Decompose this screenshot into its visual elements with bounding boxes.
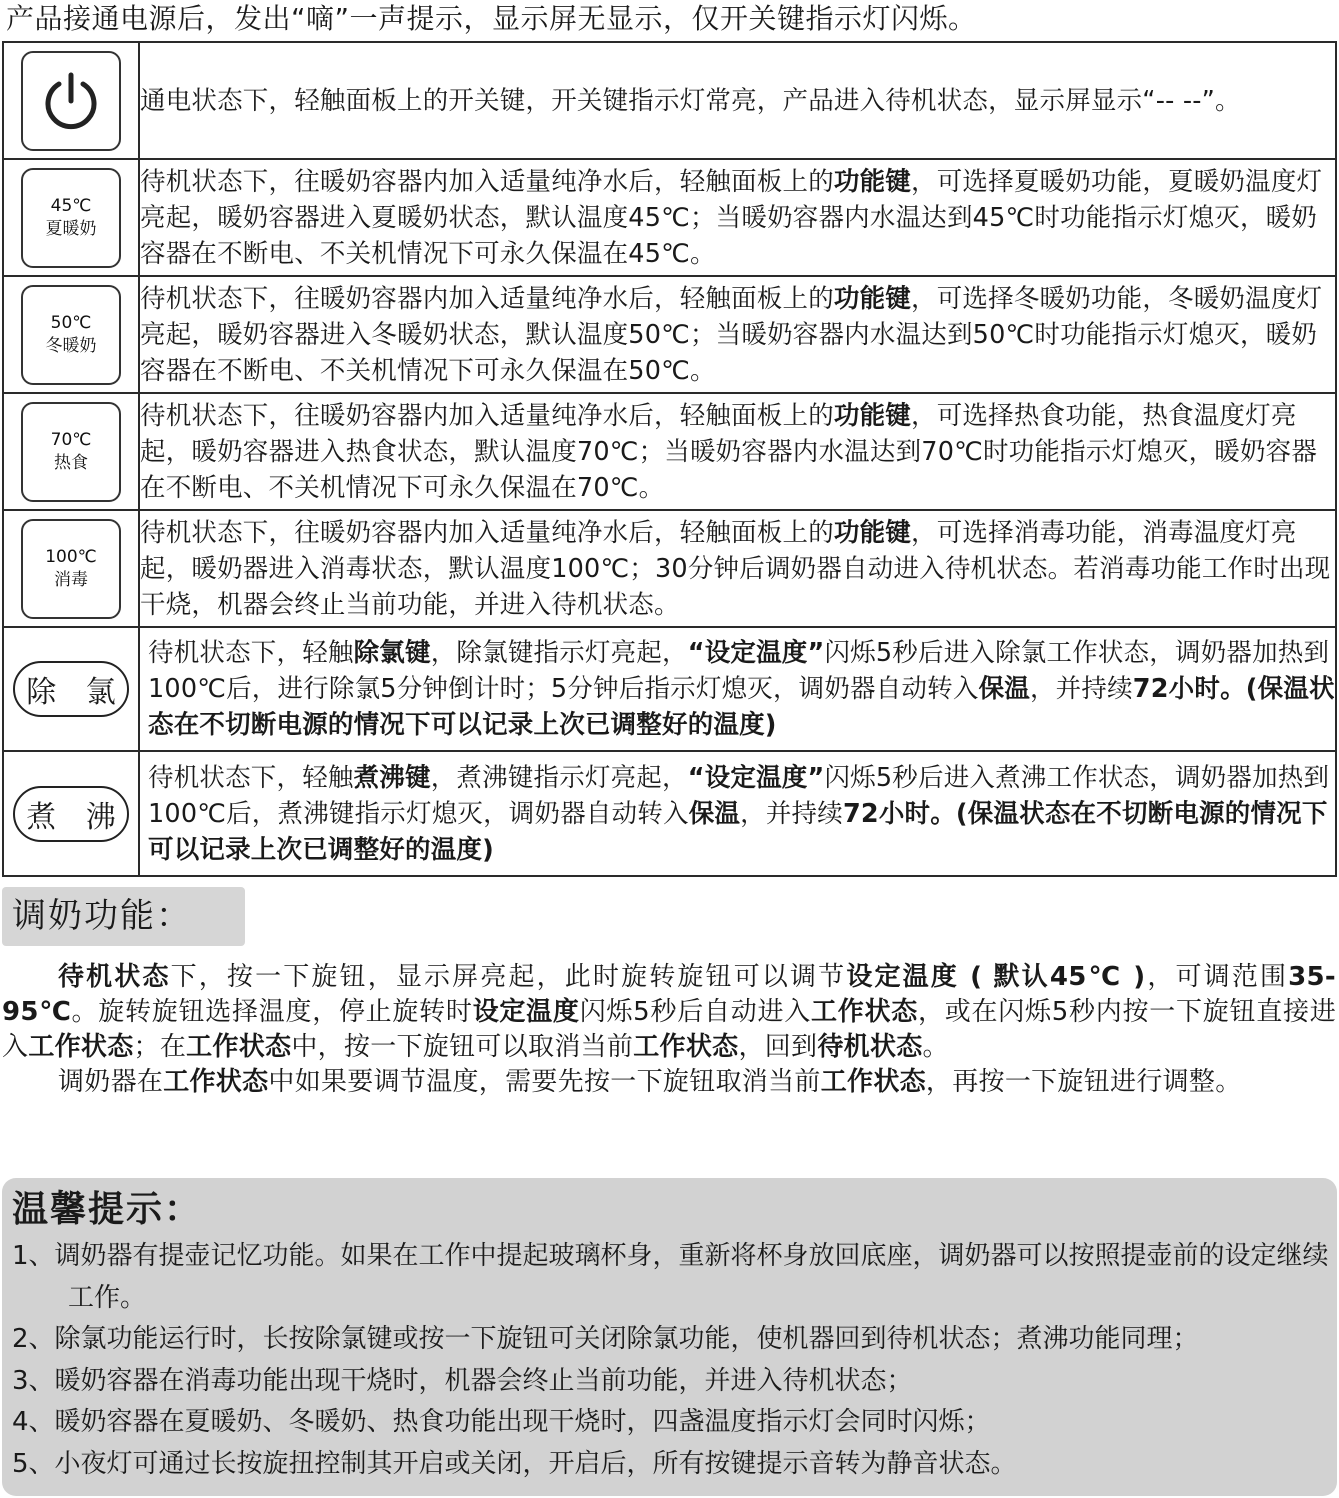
row-description: 待机状态下，往暖奶容器内加入适量纯净水后，轻触面板上的功能键，可选择夏暖奶功能，夏暖奶温度灯亮起，暖奶容器进入夏暖奶状态，默认温度45℃；当暖奶容器内水温达到45℃时功能指示灯熄灭，暖奶容器在不断电、不关机情况下可永久保温在45℃。 — [139, 159, 1336, 276]
tips-title: 温馨提示： — [12, 1189, 203, 1230]
row-description: 待机状态下，往暖奶容器内加入适量纯净水后，轻触面板上的功能键，可选择热食功能，热食温度灯亮起，暖奶容器进入热食状态，默认温度70℃；当暖奶容器内水温达到70℃时功能指示灯熄灭，暖奶容器在不断电、不关机情况下可永久保温在70℃。 — [139, 393, 1336, 510]
table-row — [3, 627, 1336, 751]
row-description: 通电状态下，轻触面板上的开关键，开关键指示灯常亮，产品进入待机状态，显示屏显示“-- --”。 — [139, 42, 1336, 159]
key-temp: 45℃ — [50, 195, 92, 216]
sterilize-key — [21, 519, 121, 619]
hot-food-key — [21, 402, 121, 502]
table-row — [3, 393, 1336, 510]
dechlorinate-key: 除 氯 — [13, 661, 129, 717]
tips-list — [12, 1236, 1331, 1485]
row-description: 待机状态下，往暖奶容器内加入适量纯净水后，轻触面板上的功能键，可选择冬暖奶功能，冬暖奶温度灯亮起，暖奶容器进入冬暖奶状态，默认温度50℃；当暖奶容器内水温达到50℃时功能指示灯熄灭，暖奶容器在不断电、不关机情况下可永久保温在50℃。 — [139, 276, 1336, 393]
list-item: 4、暖奶容器在夏暖奶、冬暖奶、热食功能出现干烧时，四盏温度指示灯会同时闪烁； — [12, 1407, 991, 1437]
key-temp: 50℃ — [50, 312, 92, 333]
table-row — [3, 276, 1336, 393]
paragraph: 调奶器在工作状态中如果要调节温度，需要先按一下旋钮取消当前工作状态，再按一下旋钮进行调整。 — [58, 1067, 1242, 1097]
row-description: 待机状态下，轻触煮沸键，煮沸键指示灯亮起，“设定温度”闪烁5秒后进入煮沸工作状态，调奶器加热到100℃后，煮沸键指示灯熄灭，调奶器自动转入保温，并持续72小时。(保温状态在不切断电源的情况下可以记录上次已调整好的温度) — [139, 751, 1336, 876]
row-description: 待机状态下，轻触除氯键，除氯键指示灯亮起，“设定温度”闪烁5秒后进入除氯工作状态，调奶器加热到100℃后，进行除氯5分钟倒计时；5分钟后指示灯熄灭，调奶器自动转入保温，并持续72小时。(保温状态在不切断电源的情况下可以记录上次已调整好的温度) — [139, 627, 1336, 751]
table-row — [3, 42, 1336, 159]
list-item: 2、除氯功能运行时，长按除氯键或按一下旋钮可关闭除氯功能，使机器回到待机状态；煮沸功能同理； — [12, 1324, 1199, 1354]
key-temp: 100℃ — [45, 546, 97, 567]
intro-text: 产品接通电源后，发出“嘀”一声提示，显示屏无显示，仅开关键指示灯闪烁。 — [6, 2, 977, 35]
key-name: 夏暖奶 — [45, 218, 97, 239]
list-item: 1、调奶器有提壶记忆功能。如果在工作中提起玻璃杯身，重新将杯身放回底座，调奶器可以按照提壶前的设定继续工作。 — [12, 1241, 1329, 1313]
paragraph: 待机状态下，按一下旋钮，显示屏亮起，此时旋转旋钮可以调节设定温度 ( 默认45℃ )，可调范围35-95℃。旋转旋钮选择温度，停止旋转时设定温度闪烁5秒后自动进入工作状态，或在闪烁5秒内按一下旋钮直接进入工作状态；在工作状态中，按一下旋钮可以取消当前工作状态，回到待机状态。 — [2, 962, 1337, 1062]
row-description: 待机状态下，往暖奶容器内加入适量纯净水后，轻触面板上的功能键，可选择消毒功能，消毒温度灯亮起，暖奶器进入消毒状态，默认温度100℃；30分钟后调奶器自动进入待机状态。若消毒功能工作时出现干烧，机器会终止当前功能，并进入待机状态。 — [139, 510, 1336, 627]
key-function-table — [2, 41, 1337, 877]
table-row — [3, 510, 1336, 627]
boil-key: 煮 沸 — [13, 786, 129, 842]
table-row — [3, 751, 1336, 876]
key-name: 热食 — [54, 452, 88, 473]
winter-warm-milk-key — [21, 285, 121, 385]
summer-warm-milk-key — [21, 168, 121, 268]
section-title: 调奶功能： — [2, 887, 245, 946]
table-row — [3, 159, 1336, 276]
key-name: 消毒 — [54, 569, 88, 590]
power-key — [21, 51, 121, 151]
tips-box — [2, 1178, 1337, 1496]
icon-cell — [3, 42, 139, 159]
key-name: 冬暖奶 — [45, 335, 97, 356]
list-item: 3、暖奶容器在消毒功能出现干烧时，机器会终止当前功能，并进入待机状态； — [12, 1365, 913, 1396]
list-item: 5、小夜灯可通过长按旋扭控制其开启或关闭，开启后，所有按键提示音转为静音状态。 — [12, 1448, 1017, 1479]
power-icon — [38, 68, 104, 134]
section-body — [2, 960, 1336, 1100]
key-temp: 70℃ — [50, 429, 92, 450]
